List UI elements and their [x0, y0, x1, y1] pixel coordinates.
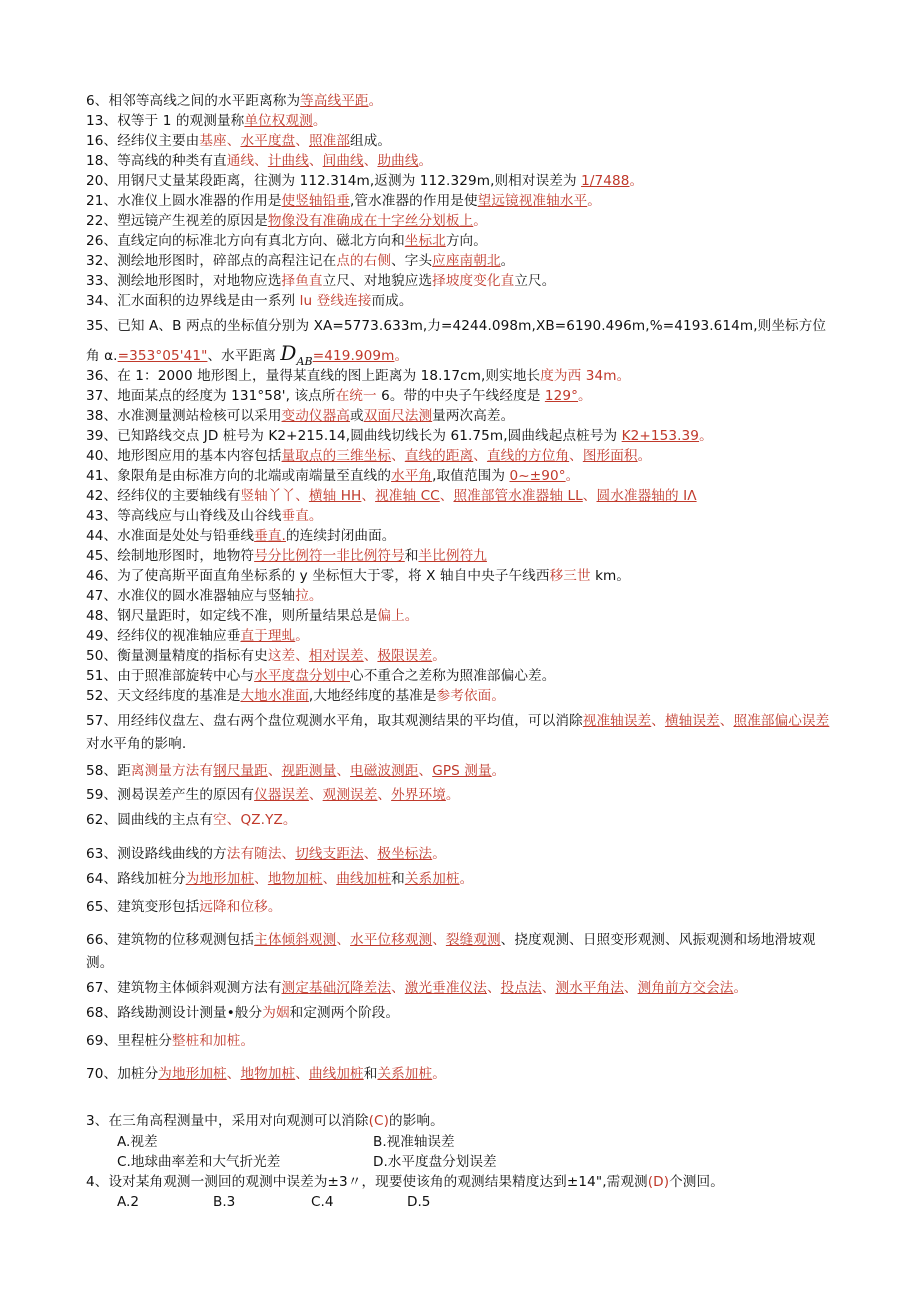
answer-text: 测角前方交会法 [637, 980, 734, 996]
question-q6 [86, 91, 834, 111]
answer-text: 、 [295, 1066, 309, 1082]
question-text: 33、测绘地形图时，对地物应选 [86, 273, 282, 289]
question-text: 32、测绘地形图时，碎部点的高程注记在 [86, 253, 337, 269]
answer-text: 极限误差 [377, 648, 433, 664]
question-text: 49、经纬仪的视准轴应垂 [86, 628, 241, 644]
question-q42 [86, 486, 834, 506]
answer-text: 、 [226, 812, 241, 828]
answer-text: 、 [254, 153, 268, 169]
question-q51 [86, 666, 834, 686]
answer-text: 。 [368, 93, 383, 109]
answer-text: 。 [308, 588, 323, 604]
question-q39 [86, 426, 834, 446]
answer-text: 直线的距离 [404, 448, 474, 464]
question-q22 [86, 211, 834, 231]
answer-text: 、 [363, 648, 378, 664]
question-q62 [86, 809, 834, 832]
answer-text: 、 [569, 448, 583, 464]
question-text: 66、建筑物的位移观测包括 [86, 932, 255, 948]
answer-text: 、 [226, 1066, 241, 1082]
answer-text: 、 [361, 488, 376, 504]
question-text: 47、水准仪的圆水准器轴应与竖轴 [86, 588, 296, 604]
answer-text: 照准部管水准器轴 LL [453, 488, 583, 504]
answer-text: 偏上 [377, 608, 405, 624]
answer-text: 择坡度变化直 [432, 273, 515, 289]
question-text: 13、权等于 1 的观测量称 [86, 113, 245, 129]
answer-text: 度为西 34m [540, 368, 617, 384]
question-text: 34、汇水面积的边界线是由一系列 [86, 293, 300, 309]
question-text: 方向。 [445, 233, 487, 249]
answer-text: 、 [336, 932, 351, 948]
answer-text: 大地水准面 [240, 688, 309, 704]
question-q47 [86, 586, 834, 606]
answer-text: 视准轴 CC [375, 488, 440, 504]
answer-text: 。 [473, 213, 487, 229]
answer-text: 。 [565, 468, 580, 484]
answer-text: 垂直. [254, 528, 286, 544]
question-q20 [86, 171, 834, 191]
answer-text: 。 [491, 763, 506, 779]
answer-text: lu 登线连接 [299, 293, 372, 309]
answer-text: 。 [308, 508, 323, 524]
question-text: 48、钢尺量距时，如定线不准，则所量结果总是 [86, 608, 378, 624]
answer-text: 。 [629, 173, 644, 189]
answer-text: 水平位移观测 [350, 932, 433, 948]
question-text: 65、建筑变形包括 [86, 899, 200, 915]
answer-text: 水平度盘分划中 [254, 668, 350, 684]
answer-text: 、 [226, 133, 241, 149]
answer-text: K2+153.39 [621, 428, 700, 444]
question-q46 [86, 566, 834, 586]
q3-option-b: B.视准轴误差 [373, 1134, 455, 1150]
answer-text: 为地形加桩 [185, 871, 255, 887]
question-q18 [86, 151, 834, 171]
answer-text: 视准轴误差 [582, 713, 652, 729]
question-text: 。 [500, 253, 515, 269]
q3-option-d: D.水平度盘分划误差 [373, 1154, 497, 1170]
question-text: 42、经纬仪的主要轴线有 [86, 488, 241, 504]
answer-text: 切线支距法 [295, 846, 364, 862]
question-text: 44、水准面是处处与铅垂线 [86, 528, 255, 544]
answer-text: 照准部 [308, 133, 351, 149]
answer-text: 、 [439, 488, 454, 504]
question-q64 [86, 868, 834, 891]
answer-text: 。 [432, 846, 446, 862]
answer-text: 、 [295, 133, 309, 149]
q35-end: 。 [394, 348, 409, 364]
question-text: 67、建筑物主体倾斜观测方法有 [86, 980, 282, 996]
answer-text: 这差 [267, 648, 296, 664]
answer-text: 、 [391, 980, 405, 996]
answer-text: 为姻 [262, 1005, 290, 1021]
question-text: 的影响。 [389, 1113, 444, 1129]
question-q63 [86, 843, 834, 866]
question-q48 [86, 606, 834, 626]
question-text: 69、里程桩分 [86, 1033, 172, 1049]
answer-text: 离测量方法有 [130, 763, 214, 779]
q3-option-c: C.地球曲率差和大气折光差 [117, 1154, 281, 1170]
question-text: 对 [86, 736, 100, 752]
answer-text: 望远镜视准轴水平 [477, 193, 588, 209]
question-text: 和 [363, 1066, 378, 1082]
answer-text: 。 [404, 608, 419, 624]
question-text: 40、地形图应用的基本内容包括 [86, 448, 282, 464]
answer-text: 。 [312, 113, 327, 129]
answer-text: 图形面积 [582, 448, 638, 464]
question-text: 63、测设路线曲线的方 [86, 846, 227, 862]
answer-text: 、 [295, 648, 309, 664]
answer-text: 点的右侧 [336, 253, 392, 269]
answer-text: 。 [240, 1033, 255, 1049]
question-text: 立尺、对地貌应选 [322, 273, 433, 289]
answer-text: 129° [544, 388, 579, 404]
answer-text: 直线的方位角 [486, 448, 570, 464]
answer-text: 电磁波测距 [350, 763, 419, 779]
question-text: 52、天文经纬度的基准是 [86, 688, 241, 704]
question-text: 22、塑远镜产生视差的原因是 [86, 213, 268, 229]
answer-text: 通线 [226, 153, 255, 169]
answer-text: 、 [281, 846, 296, 862]
question-text: 4、设对某角观测一测回的观测中误差为±3〃，现要使该角的观测结果精度达到±14",需观测 [86, 1174, 648, 1190]
answer-text: 择鱼直 [281, 273, 323, 289]
answer-text: 参考依面 [436, 688, 492, 704]
q4-option-c: C.4 [311, 1194, 334, 1210]
question-text: 58、距 [86, 763, 131, 779]
question-text: 36、在 1：2000 地形图上，量得某直线的图上距离为 18.17cm,则实地长 [86, 368, 541, 384]
question-q59 [86, 784, 834, 807]
question-q40 [86, 446, 834, 466]
question-q35a [86, 316, 834, 336]
q4-option-b: B.3 [213, 1194, 236, 1210]
answer-text: 、 [391, 448, 405, 464]
question-text: 和 [391, 871, 405, 887]
question-q44 [86, 526, 834, 546]
question-q34 [86, 291, 834, 311]
answer-text: 钢尺量距 [213, 763, 268, 779]
answer-text: 横轴 HH [308, 488, 362, 504]
answer-text: 观测误差 [322, 787, 378, 803]
answer-text: 曲线加桩 [308, 1066, 364, 1082]
answer-text: 变动仪器高 [281, 408, 350, 424]
answer-text: 量取点的三维坐标 [281, 448, 392, 464]
question-q65 [86, 896, 834, 919]
answer-text: 应座南朝北 [432, 253, 501, 269]
answer-text: 仪器误差 [254, 787, 309, 803]
q35-mid: 、水平距离 [207, 348, 281, 364]
question-text: 18、等高线的种类有直 [86, 153, 227, 169]
answer-text: 、 [541, 980, 556, 996]
question-text: 水平角的影响. [99, 736, 187, 752]
question-text: 6、相邻等高线之间的水平距离称为 [86, 93, 301, 109]
question-text: 37、地面某点的经度为 131°58', 该点所 [86, 388, 336, 404]
question-text: 62、圆曲线的主点有 [86, 812, 214, 828]
question-text: 70、加桩分 [86, 1066, 159, 1082]
q35-azimuth-answer: =353°05'41" [117, 348, 208, 364]
question-text: 51、由于照准部旋转中心与 [86, 668, 255, 684]
question-q41 [86, 466, 834, 486]
answer-text: 、 [432, 932, 446, 948]
answer-text: 水平度盘 [240, 133, 296, 149]
question-text: 立尺。 [514, 273, 556, 289]
question-35-line2 [86, 343, 834, 372]
answer-text: 照准部偏心误差 [733, 713, 830, 729]
answer-text: 、 [363, 153, 378, 169]
answer-text: 、 [308, 787, 323, 803]
answer-text: 视距测量 [281, 763, 337, 779]
question-text: 50、衡量测量精度的指标有史 [86, 648, 268, 664]
answer-text: 。 [267, 899, 282, 915]
answer-text: QZ.YZ [240, 812, 283, 828]
answer-text: 相对误差 [308, 648, 364, 664]
answer-text: 圆水准器轴的 IΛ [596, 488, 697, 504]
answer-text: 、 [623, 980, 638, 996]
answer-text: 0~±90° [509, 468, 566, 484]
answer-text: 空 [213, 812, 227, 828]
question-text: 35、已知 A、B 两点的坐标值分别为 XA=5773.633m,力=4244.098m,XB=6190.496m,%=4193.614m,则坐标方位 [86, 318, 827, 334]
q3-option-a: A.视差 [117, 1134, 158, 1150]
answer-text: 主体倾斜观测 [254, 932, 337, 948]
question-q70 [86, 1063, 834, 1086]
q4-option-d: D.5 [407, 1194, 431, 1210]
answer-text: 。 [699, 428, 713, 444]
answer-text: 单位权观测 [244, 113, 313, 129]
choice-question-3 [86, 1111, 834, 1131]
answer-text: 坐标北 [404, 233, 446, 249]
answer-text: GPS 测量 [432, 763, 492, 779]
question-q32 [86, 251, 834, 271]
answer-text: 关系加桩 [404, 871, 460, 887]
answer-text: 为地形加桩 [158, 1066, 227, 1082]
answer-text: 使竖轴铅垂 [281, 193, 350, 209]
answer-text: 。 [491, 688, 506, 704]
question-q57 [86, 710, 834, 756]
answer-text: 。 [616, 368, 631, 384]
answer-text: 、 [308, 153, 323, 169]
q35-distance-answer: =419.909m [312, 348, 395, 364]
question-q16 [86, 131, 834, 151]
answer-text: 。 [418, 153, 433, 169]
question-text: 个测回。 [669, 1174, 724, 1190]
answer-text: 。 [578, 388, 592, 404]
answer-text: 1/7488 [581, 173, 630, 189]
answer-text: 号分比例符一非比例符号 [254, 548, 405, 564]
question-q13 [86, 111, 834, 131]
question-q58 [86, 760, 834, 783]
question-text: 、挠度观测、日照变形观测、风振观测和场地滑坡观测。 [86, 932, 816, 971]
question-text: 量两次高差。 [432, 408, 515, 424]
answer-text: 曲线加桩 [336, 871, 392, 887]
question-text: 3、在三角高程测量中，采用对向观测可以消除 [86, 1113, 369, 1129]
question-text: 20、用钢尺丈量某段距离，往测为 112.314m,返测为 112.329m,则相对误差为 [86, 173, 582, 189]
answer-text: 。 [733, 980, 748, 996]
answer-text: 投点法 [500, 980, 542, 996]
answer-text: 。 [459, 871, 474, 887]
answer-text: 移三世 [549, 568, 591, 584]
question-q43 [86, 506, 834, 526]
answer-text: 像没有准确成在十字丝分划板上 [281, 213, 474, 229]
question-text: 21、水准仪上圆水准器的作用是 [86, 193, 282, 209]
question-text: 64、路线加桩分 [86, 871, 186, 887]
answer-text: (C) [368, 1113, 390, 1129]
answer-text: 物 [267, 213, 282, 229]
question-text: 46、为了使高斯平面直角坐标系的 y 坐标恒大于零，将 X 轴自中央子午线西 [86, 568, 550, 584]
question-text: 39、已知路线交点 JD 桩号为 K2+215.14,圆曲线切线长为 61.75m,圆曲线起点桩号为 [86, 428, 622, 444]
question-text: 38、水准测量测站检核可以采用 [86, 408, 282, 424]
q4-option-a: A.2 [117, 1194, 140, 1210]
question-text: 59、测曷误差产生的原因有 [86, 787, 255, 803]
answer-text: 测定基础沉降差法 [281, 980, 392, 996]
question-text: 68、路线勘测设计测量•般分 [86, 1005, 263, 1021]
answer-text: 。 [282, 812, 297, 828]
answer-text: 。 [445, 787, 460, 803]
question-text: ,管水准器的作用是使 [349, 193, 478, 209]
question-q52 [86, 686, 834, 706]
q35-distance-symbol: $D_{AB}$ [280, 341, 313, 368]
question-q50 [86, 646, 834, 666]
question-q37 [86, 386, 834, 406]
question-text: 组成。 [350, 133, 392, 149]
answer-text: 关系加桩 [377, 1066, 433, 1082]
answer-text: 。 [432, 1066, 446, 1082]
answer-text: 、 [486, 980, 501, 996]
question-q66 [86, 929, 834, 975]
question-text: 心不重合之差称为照准部偏心差。 [350, 668, 556, 684]
answer-text: 双面尺法测 [363, 408, 433, 424]
answer-text: 等高线平距 [300, 93, 369, 109]
answer-text: 助曲线 [377, 153, 419, 169]
answer-text: 拉 [295, 588, 309, 604]
answer-text: 、 [418, 763, 433, 779]
answer-text: 激光垂准仪法 [404, 980, 487, 996]
answer-text: 裂缝观测 [445, 932, 501, 948]
question-q67 [86, 977, 834, 1000]
choice-question-4 [86, 1172, 834, 1192]
question-text: ,取值范围为 [432, 468, 510, 484]
answer-text: 外界环境 [391, 787, 446, 803]
question-q45 [86, 546, 834, 566]
answer-text: 整桩和加桩 [171, 1033, 241, 1049]
question-text: 57、用经纬仪盘左、盘右两个盘位观测水平角，取其观测结果的平均值，可以消除 [86, 713, 583, 729]
answer-text: 地物加桩 [240, 1066, 296, 1082]
answer-text: 地物加桩 [267, 871, 323, 887]
question-text: 而成。 [371, 293, 413, 309]
answer-text: 、 [295, 488, 309, 504]
question-q69 [86, 1030, 834, 1053]
answer-text: 、 [336, 763, 351, 779]
answer-text: 竖轴丫丫 [240, 488, 296, 504]
answer-text: 垂直 [281, 508, 309, 524]
answer-text: 直于理虬 [240, 628, 296, 644]
answer-text: 、 [651, 713, 665, 729]
question-text: 43、等高线应与山脊线及山谷线 [86, 508, 282, 524]
answer-text: 计曲线 [267, 153, 309, 169]
answer-text: 、 [254, 871, 268, 887]
question-text: 26、直线定向的标准北方向有真北方向、磁北方向和 [86, 233, 405, 249]
question-text: 6。带的中央子午线经度是 [376, 388, 545, 404]
answer-text: 、 [719, 713, 734, 729]
answer-text: 远降和位移 [199, 899, 268, 915]
question-text: km。 [590, 568, 631, 584]
question-text: 16、经纬仪主要由 [86, 133, 200, 149]
answer-text: 测水平角法 [555, 980, 624, 996]
answer-text: 、 [322, 871, 337, 887]
question-text: 、字头 [391, 253, 433, 269]
q35-pre: 角 α. [86, 348, 118, 364]
question-q33 [86, 271, 834, 291]
question-q38 [86, 406, 834, 426]
question-text: ,大地经纬度的基准是 [308, 688, 437, 704]
answer-text: (D) [647, 1174, 670, 1190]
answer-text: 、 [363, 846, 378, 862]
answer-text: 。 [587, 193, 601, 209]
answer-text: 横轴误差 [664, 713, 720, 729]
answer-text: 、 [582, 488, 597, 504]
answer-text: 极坐标法 [377, 846, 433, 862]
answer-text: 间曲线 [322, 153, 364, 169]
question-text: 41、象限角是由标准方向的北端或南端量至直线的 [86, 468, 392, 484]
answer-text: 水平角 [391, 468, 433, 484]
answer-text: 。 [637, 448, 652, 464]
question-q68 [86, 1002, 834, 1025]
question-q21 [86, 191, 834, 211]
question-text: 和定测两个阶段。 [289, 1005, 400, 1021]
question-text: 45、绘制地形图时，地物符 [86, 548, 255, 564]
answer-text: 。 [295, 628, 309, 644]
answer-text: 在统一 [335, 388, 377, 404]
answer-text: 。 [432, 648, 446, 664]
answer-text: 、 [267, 763, 282, 779]
answer-text: 、 [473, 448, 487, 464]
answer-text: 基座 [199, 133, 227, 149]
question-q26 [86, 231, 834, 251]
answer-text: 法有随法 [226, 846, 282, 862]
question-q49 [86, 626, 834, 646]
question-text: 的连续封闭曲面。 [285, 528, 396, 544]
answer-text: 半比例符九 [418, 548, 487, 564]
question-text: 和 [404, 548, 419, 564]
question-text: 或 [349, 408, 364, 424]
answer-text: 、 [377, 787, 392, 803]
